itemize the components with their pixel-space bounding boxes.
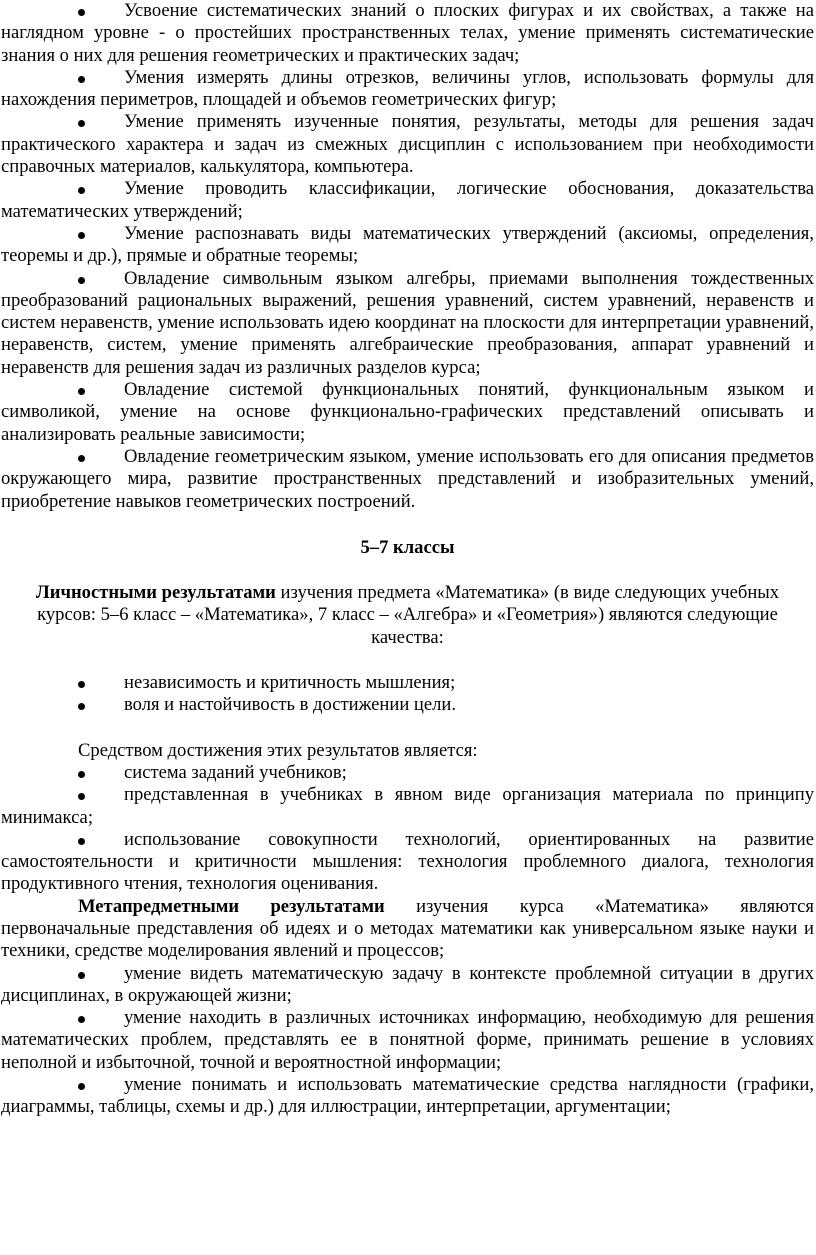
means-lead: Средством достижения этих результатов является: [78,739,478,761]
bullet-icon [78,120,85,127]
list-item: Умение применять изученные понятия, результаты, методы для решения задач практического характера и задач из смежных дисциплин с использованием при необходимости справочных материалов, калькулятора, компьютера. [1,111,814,178]
bullet-icon [78,1016,85,1023]
meta-results-lead: Метапредметными результатами [78,895,385,917]
list-item: Умение проводить классификации, логические обоснования, доказательства математических утверждений; [1,178,814,222]
meta-skills-list [1,963,814,1119]
bullet-icon [78,771,85,778]
bullet-icon [78,187,85,194]
personal-results-lead: Личностными результатами [35,582,276,604]
list-item: Усвоение систематических знаний о плоских фигурах и их свойствах, а также на наглядном уровне - о простейших пространственных телах, умение применять систематические знания о них для решения геометрических и практических задач; [1,0,814,66]
list-item: умение видеть математическую задачу в контексте проблемной ситуации в других дисциплинах, в окружающей жизни; [1,962,814,1006]
meta-results-paragraph [1,896,814,963]
list-item: Овладение системой функциональных понятий, функциональным языком и символикой, умение на основе функционально-графических представлений описывать и анализировать реальные зависимости; [1,379,814,445]
personal-results-text: изучения предмета «Математика» (в виде следующих учебных курсов: 5–6 класс – «Математика», 7 класс – «Алгебра» и «Геометрия») являются следующие качества: [37,582,780,648]
bullet-icon [78,455,85,462]
list-item: независимость и критичность мышления; [1,672,814,694]
list-item: умение находить в различных источниках информацию, необходимую для решения математических проблем, представлять ее в понятной форме, принимать решение в условиях неполной и избыточной, точной и вероятностной информации; [1,1007,814,1073]
means-list [1,762,814,896]
bullet-icon [78,1083,85,1090]
list-item: Овладение геометрическим языком, умение использовать его для описания предметов окружающего мира, развитие пространственных представлений и изобразительных умений, приобретение навыков геометрических построений. [1,445,814,512]
bullet-icon [78,76,85,83]
bullet-icon [78,232,85,239]
bullet-icon [78,703,85,710]
spacer [1,649,814,672]
meta-results-text: изучения курса «Математика» являются первоначальные представления об идеях и о методах математики как универсальном языке науки и техники, средстве моделирования явлений и процессов; [1,895,814,962]
spacer [1,717,814,740]
bullet-icon [78,9,85,16]
section-heading: 5–7 классы [360,536,455,558]
list-item: Овладение символьным языком алгебры, приемами выполнения тождественных преобразований рациональных выражений, решения уравнений, систем уравнений, неравенств и систем неравенств, умение использовать идею координат на плоскости для интерпретации уравнений, неравенств, систем, умение применять алгебраические преобразования, аппарат уравнений и неравенств для решения задач из различных разделов курса; [1,267,814,378]
outcomes-list [1,0,814,513]
list-item: Умение распознавать виды математических утверждений (аксиомы, определения, теоремы и др.), прямые и обратные теоремы; [1,222,814,267]
bullet-icon [78,838,85,845]
list-item: использование совокупности технологий, ориентированных на развитие самостоятельности и критичности мышления: технология проблемного диалога, технология продуктивного чтения, технология оценивания. [1,828,814,895]
list-item: система заданий учебников; [1,762,814,784]
list-item: воля и настойчивость в достижении цели. [1,694,814,716]
list-item: представленная в учебниках в явном виде организация материала по принципу минимакса; [1,784,814,828]
bullet-icon [78,388,85,395]
list-item: умение понимать и использовать математические средства наглядности (графики, диаграммы, таблицы, схемы и др.) для иллюстрации, интерпретации, аргументации; [1,1074,814,1118]
bullet-icon [78,793,85,800]
personal-qualities-list [1,672,814,717]
list-item: Умения измерять длины отрезков, величины углов, использовать формулы для нахождения периметров, площадей и объемов геометрических фигур; [1,66,814,111]
personal-results-intro [11,582,804,649]
bullet-icon [78,277,85,284]
bullet-icon [78,681,85,688]
bullet-icon [78,972,85,979]
